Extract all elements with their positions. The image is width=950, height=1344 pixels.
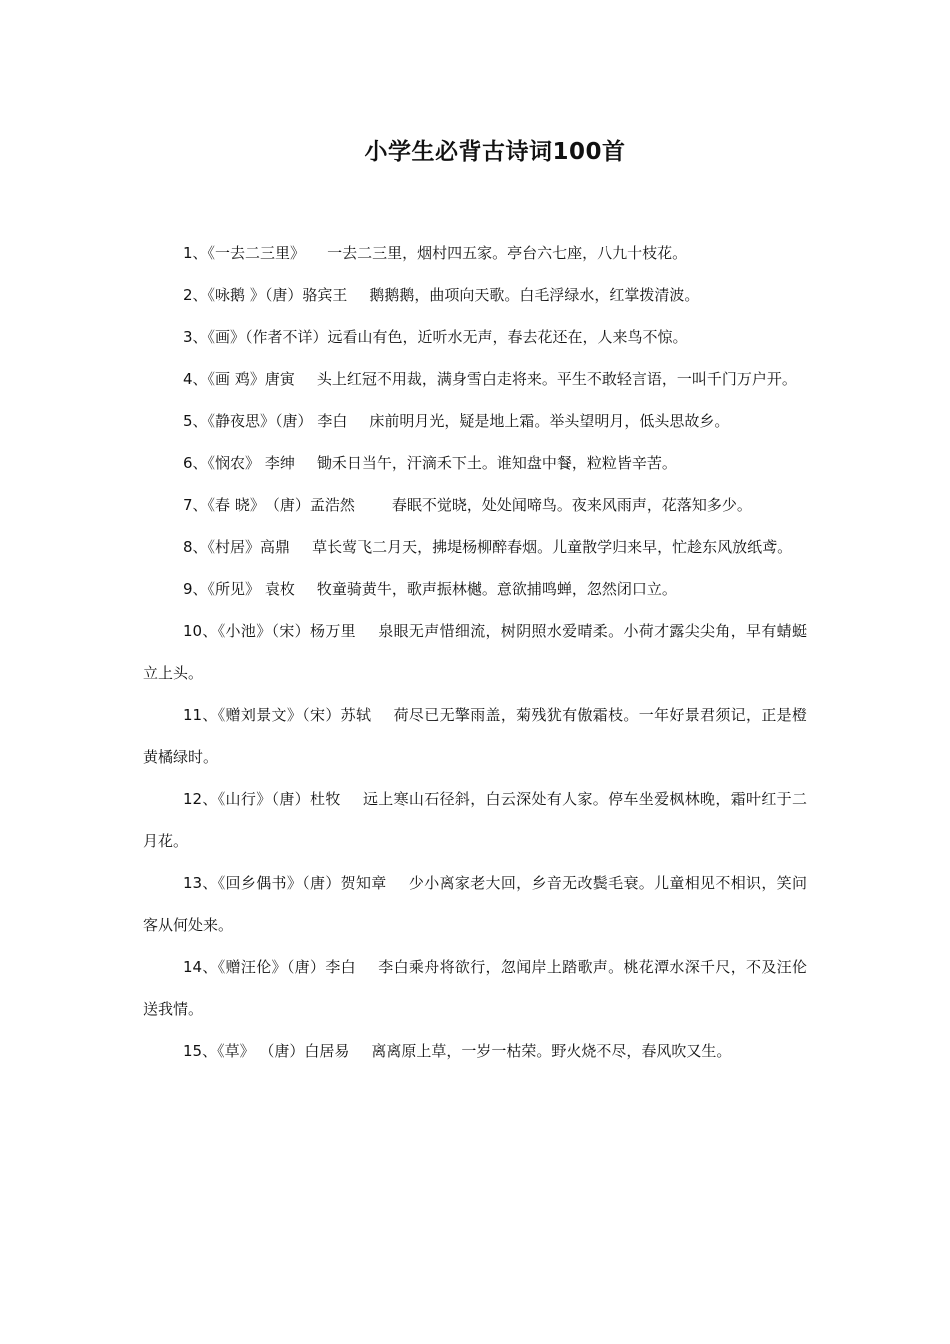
poem-text: 离离原上草，一岁一枯荣。野火烧不尽，春风吹又生。 bbox=[371, 1042, 732, 1060]
poem-text: 泉眼无声惜细流，树阴照水爱晴柔。小荷才露尖尖角，早有蜻蜓立上头。 bbox=[143, 622, 807, 682]
poem-text: 锄禾日当午，汗滴禾下土。谁知盘中餐，粒粒皆辛苦。 bbox=[316, 454, 677, 472]
poem-heading: 、《咏鹅 》（唐）骆宾王 bbox=[192, 286, 348, 304]
poem-text: 鹅鹅鹅，曲项向天歌。白毛浮绿水，红掌拨清波。 bbox=[369, 286, 700, 304]
poem-item bbox=[143, 232, 807, 274]
poem-item bbox=[143, 400, 807, 442]
poem-number: 4 bbox=[183, 370, 193, 388]
poem-text: 春眠不觉晓，处处闻啼鸟。夜来风雨声，花落知多少。 bbox=[391, 496, 752, 514]
poem-text: 荷尽已无擎雨盖，菊残犹有傲霜枝。一年好景君须记，正是橙黄橘绿时。 bbox=[143, 706, 807, 766]
page-title: 小学生必背古诗词100首 bbox=[364, 139, 626, 165]
poem-heading: 、《草》 （唐）白居易 bbox=[202, 1042, 350, 1060]
poem-number: 1 bbox=[183, 244, 193, 262]
poem-item bbox=[143, 610, 807, 694]
poem-item bbox=[143, 442, 807, 484]
poem-text: 李白乘舟将欲行，忽闻岸上踏歌声。桃花潭水深千尺，不及汪伦送我情。 bbox=[143, 958, 807, 1018]
poem-number: 7 bbox=[183, 496, 193, 514]
poem-text: 床前明月光，疑是地上霜。举头望明月，低头思故乡。 bbox=[369, 412, 730, 430]
poem-item bbox=[143, 694, 807, 778]
poem-item bbox=[143, 1030, 807, 1072]
poem-heading: 、《静夜思》（唐） 李白 bbox=[192, 412, 348, 430]
poem-heading: 、《村居》高鼎 bbox=[192, 538, 291, 556]
poem-text: 少小离家老大回，乡音无改鬓毛衰。儿童相见不相识，笑问客从何处来。 bbox=[143, 874, 807, 934]
poem-item bbox=[143, 316, 807, 358]
poem-number: 6 bbox=[183, 454, 193, 472]
poem-number: 13 bbox=[183, 874, 203, 892]
poem-number: 8 bbox=[183, 538, 193, 556]
poem-item bbox=[143, 568, 807, 610]
poem-heading: 、《悯农》 李绅 bbox=[192, 454, 295, 472]
poem-heading: 、《画 鸡》唐寅 bbox=[192, 370, 295, 388]
poem-heading: 、《春 晓》 （唐）孟浩然 bbox=[192, 496, 370, 514]
poem-heading: 、《回乡偶书》（唐）贺知章 bbox=[202, 874, 387, 892]
poem-text: 草长莺飞二月天，拂堤杨柳醉春烟。儿童散学归来早，忙趁东风放纸鸢。 bbox=[312, 538, 793, 556]
poem-heading: 、《所见》 袁枚 bbox=[192, 580, 295, 598]
poem-number: 5 bbox=[183, 412, 193, 430]
poem-number: 10 bbox=[183, 622, 203, 640]
poem-text: 牧童骑黄牛，歌声振林樾。意欲捕鸣蝉，忽然闭口立。 bbox=[316, 580, 677, 598]
poem-heading: 、《山行》（唐）杜牧 bbox=[202, 790, 341, 808]
poem-heading: 、《一去二三里》 bbox=[192, 244, 306, 262]
poem-text: 一去二三里，烟村四五家。亭台六七座，八九十枝花。 bbox=[327, 244, 688, 262]
poem-number: 12 bbox=[183, 790, 203, 808]
poem-number: 9 bbox=[183, 580, 193, 598]
poem-number: 11 bbox=[183, 706, 203, 724]
poem-number: 14 bbox=[183, 958, 203, 976]
poem-number: 2 bbox=[183, 286, 193, 304]
poem-number: 3 bbox=[183, 328, 193, 346]
poem-heading: 、《赠汪伦》（唐）李白 bbox=[202, 958, 356, 976]
poem-list bbox=[143, 232, 807, 1072]
poem-item bbox=[143, 526, 807, 568]
poem-item bbox=[143, 862, 807, 946]
poem-item bbox=[143, 778, 807, 862]
poem-heading: 、《赠刘景文》（宋）苏轼 bbox=[202, 706, 372, 724]
poem-heading: 、《小池》（宋）杨万里 bbox=[202, 622, 356, 640]
poem-item bbox=[143, 358, 807, 400]
poem-number: 15 bbox=[183, 1042, 203, 1060]
poem-item bbox=[143, 484, 807, 526]
poem-heading: 、《画》（作者不详）远看山有色，近听水无声，春去花还在，人来鸟不惊。 bbox=[192, 328, 688, 346]
poem-text: 远上寒山石径斜，白云深处有人家。停车坐爱枫林晚，霜叶红于二月花。 bbox=[143, 790, 807, 850]
poem-item bbox=[143, 946, 807, 1030]
poem-text: 头上红冠不用裁，满身雪白走将来。平生不敢轻言语，一叫千门万户开。 bbox=[316, 370, 797, 388]
poem-item bbox=[143, 274, 807, 316]
